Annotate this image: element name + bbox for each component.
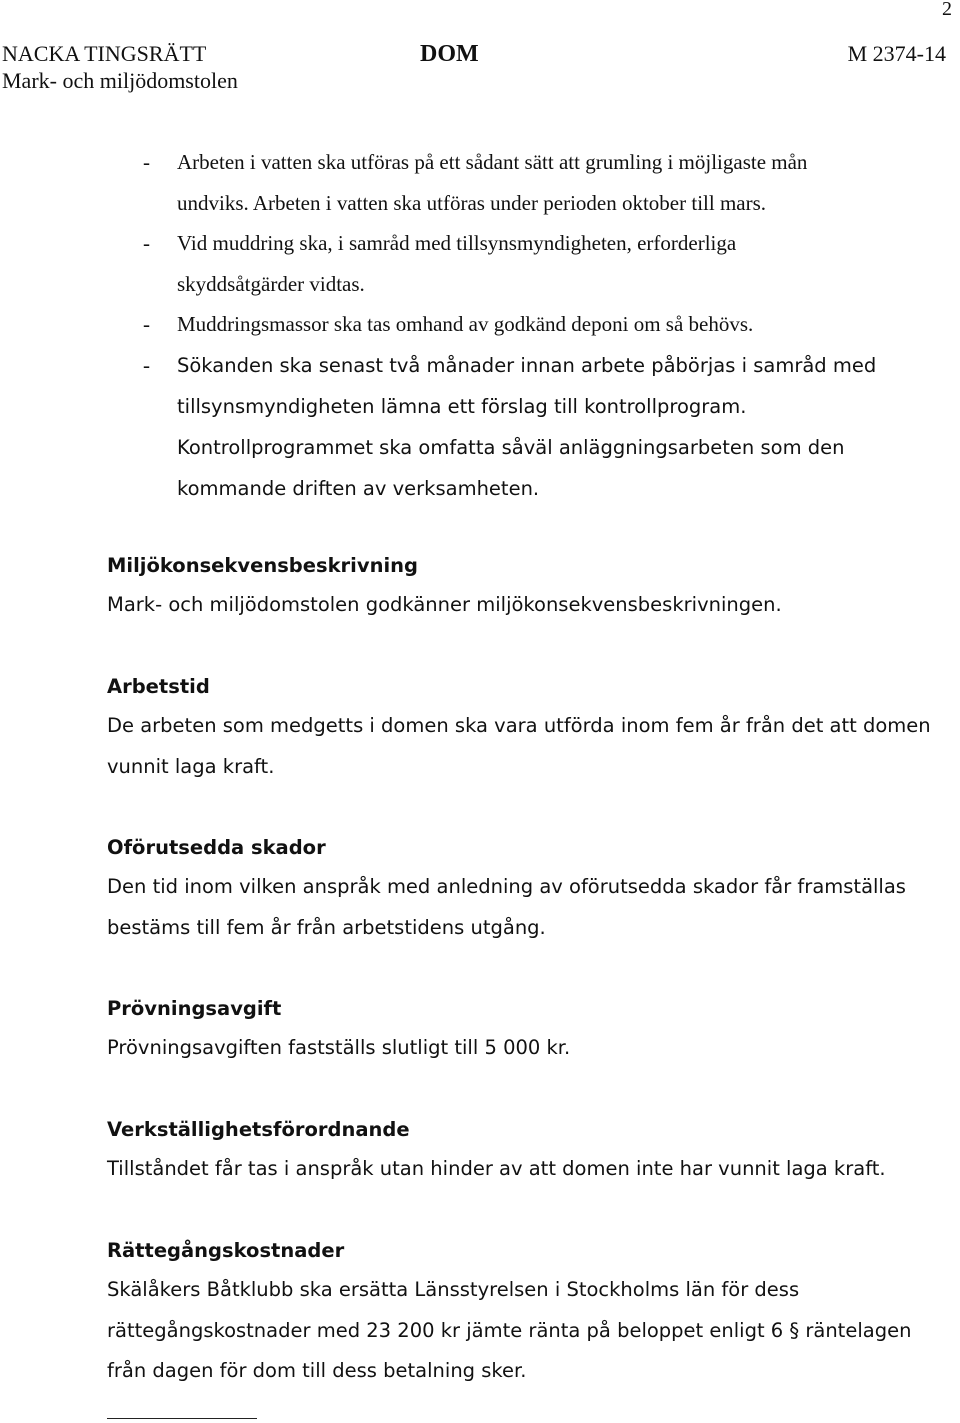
bullet-dash: - [143, 312, 150, 336]
section-body [107, 1270, 911, 1392]
section-line: Mark- och miljödomstolen godkänner miljökonsekvensbeskrivningen. [107, 593, 782, 616]
section-line: rättegångskostnader med 23 200 kr jämte ränta på beloppet enligt 6 § räntelagen [107, 1318, 912, 1342]
bullet-line: Kontrollprogrammet ska omfatta såväl anläggningsarbeten som den [177, 436, 845, 459]
section-heading: Arbetstid [107, 675, 210, 698]
bullet-dash: - [143, 150, 150, 174]
bullet-dash: - [143, 353, 150, 377]
section-body [107, 867, 906, 948]
bullet-dash: - [143, 231, 150, 255]
section-line: Skälåkers Båtklubb ska ersätta Länsstyrelsen i Stockholms län för dess [107, 1278, 800, 1301]
section-heading: Miljökonsekvensbeskrivning [107, 554, 418, 577]
bullet-line: tillsynsmyndigheten lämna ett förslag till kontrollprogram. [177, 395, 747, 418]
bullet-line: Sökanden ska senast två månader innan arbete påbörjas i samråd med [177, 354, 877, 377]
section-line: De arbeten som medgetts i domen ska vara utförda inom fem år från det att domen [107, 714, 931, 737]
page-number: 2 [942, 0, 952, 20]
case-number: M 2374-14 [847, 41, 946, 66]
court-division: Mark- och miljödomstolen [2, 68, 238, 93]
section-heading: Rättegångskostnader [107, 1239, 345, 1262]
bullet-line: skyddsåtgärder vidtas. [177, 272, 365, 296]
section-line: bestäms till fem år från arbetstidens utgång. [107, 915, 546, 939]
section-heading: Verkställighetsförordnande [107, 1118, 410, 1141]
section-line: Prövningsavgiften fastställs slutligt till 5 000 kr. [107, 1036, 571, 1059]
section-body [107, 585, 782, 626]
bullet-item [177, 142, 867, 224]
section-heading: Oförutsedda skador [107, 836, 326, 859]
bullet-item [177, 223, 867, 305]
section-line: från dagen för dom till dess betalning sker. [107, 1359, 527, 1382]
section-line: Den tid inom vilken anspråk med anledning av oförutsedda skador får framställas [107, 875, 906, 898]
section-body [107, 1149, 886, 1190]
section-body [107, 706, 931, 787]
section-line: vunnit laga kraft. [107, 754, 275, 778]
bullet-line: kommande driften av verksamheten. [177, 477, 540, 500]
bullet-line: undviks. Arbeten i vatten ska utföras under perioden oktober till mars. [177, 191, 767, 215]
footnote-divider [107, 1418, 257, 1419]
bullet-line: Muddringsmassor ska tas omhand av godkänd deponi om så behövs. [177, 312, 754, 336]
bullet-item [177, 304, 867, 345]
bullet-item [177, 345, 877, 509]
section-heading: Prövningsavgift [107, 997, 282, 1020]
bullet-line: Vid muddring ska, i samråd med tillsynsmyndigheten, erforderliga [177, 231, 737, 255]
section-line: Tillståndet får tas i anspråk utan hinder av att domen inte har vunnit laga kraft. [107, 1157, 886, 1180]
court-name: NACKA TINGSRÄTT [2, 41, 207, 66]
document-type: DOM [420, 41, 479, 67]
bullet-line: Arbeten i vatten ska utföras på ett sådant sätt att grumling i möjligaste mån [177, 150, 808, 174]
section-body [107, 1028, 570, 1069]
